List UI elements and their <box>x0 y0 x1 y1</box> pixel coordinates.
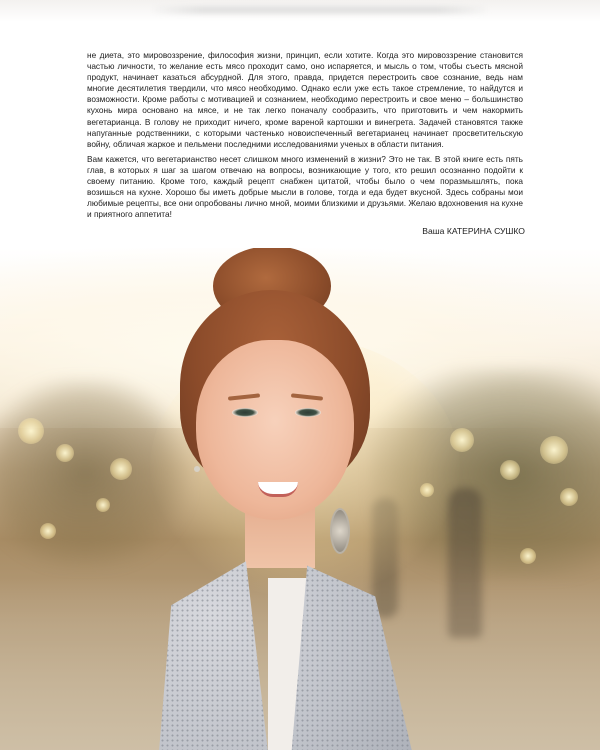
author-signature: Ваша КАТЕРИНА СУШКО <box>422 226 525 236</box>
right-eye <box>295 408 321 417</box>
cropped-heading <box>150 6 490 14</box>
body-text <box>87 50 523 224</box>
top-page-strip <box>0 0 600 22</box>
paragraph-2: Вам кажется, что вегетарианство несет слишком много изменений в жизни? Это не так. В этой книге есть пять глав, в которых я шаг за шагом отвечаю на вопросы, возникающие у того, кто решил осознанно подойти к своему питанию. Кроме того, каждый рецепт снабжен цитатой, чтобы было о чем поразмышлять, пока возишься на кухне. Хорошо бы иметь добрые мысли в голове, тогда и еда будет вкусной. Здесь собраны мои любимые рецепты, все они опробованы лично мной, моими близкими и друзьями. Желаю вдохновения на кухне и приятного аппетита! <box>87 153 523 220</box>
paragraph-1: не диета, это мировоззрение, философия жизни, принцип, если хотите. Когда это мировоззрение становится частью личности, то желание есть мясо проходит само, оно испаряется, и мысль о том, чтобы съесть мясной продукт, начинает казаться абсурдной. Для этого, правда, придется перестроить свое сознание, ведь нам многие десятилетия твердили, что мясо необходимо. Однако если уже есть такое стремление, то найдутся и возможности. Кроме работы с мотивацией и сознанием, необходимо перестроить и свое меню – большинство кухонь мира основано на мясе, и не так легко поначалу сообразить, что приготовить и чем накормить вегетарианца. В голову не приходит ничего, кроме вареной картошки и винегрета. Задачей становятся также напуганные родственники, с которыми частенько новоиспеченный вегетарианец начинает просветительскую войну, обличая жаркое и пельмени последними исследованиями ученых в области питания. <box>87 50 523 149</box>
stud-earring <box>194 466 200 472</box>
author-photo <box>0 248 600 750</box>
left-eye <box>232 408 258 417</box>
woman-portrait <box>0 248 600 750</box>
pendant-earring <box>330 508 350 554</box>
